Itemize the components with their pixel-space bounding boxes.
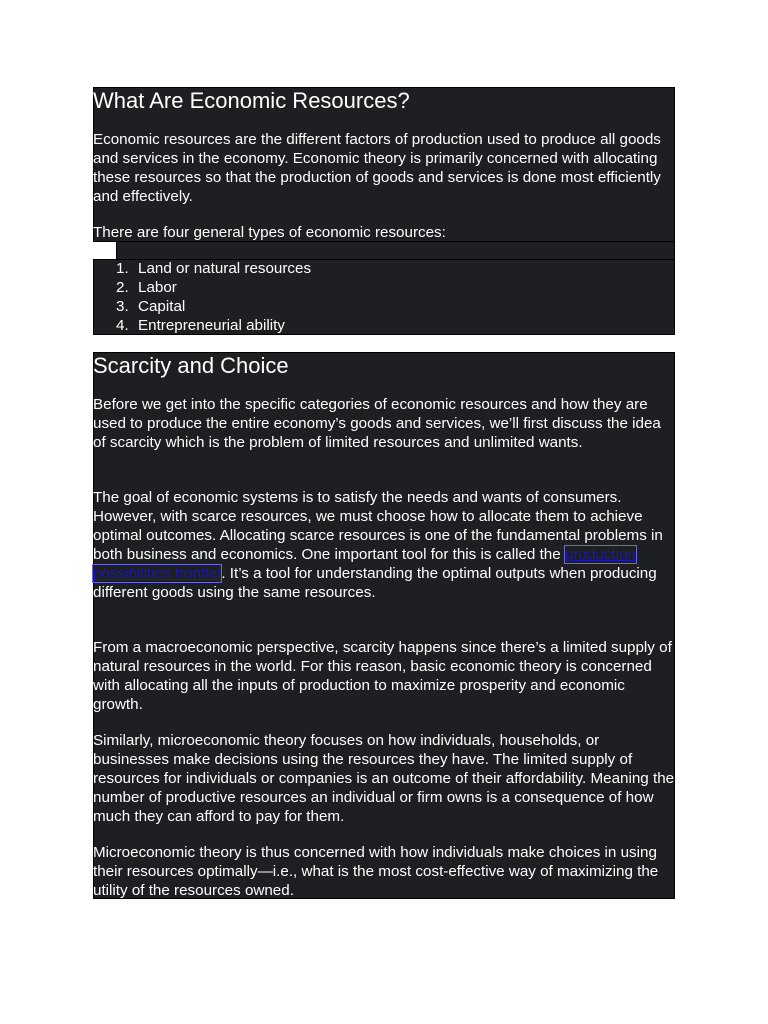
section1-intro-paragraph: Economic resources are the different factors of production used to produce all goods and services in the economy. Economic theory is primarily concerned with allocating these resources so that the production of goods and services is done most efficiently and effectively. [93, 131, 661, 205]
list-item-number: 4. [116, 317, 129, 334]
list-item-text: Land or natural resources [138, 260, 312, 277]
list-item-text: Labor [138, 279, 177, 296]
list-item-number: 3. [116, 298, 129, 315]
macroeconomic-paragraph: From a macroeconomic perspective, scarcity happens since there’s a limited supply of natural resources in the world. For this reason, basic economic theory is concerned with allocating all the inputs of production to maximize prosperity and economic growth. [93, 639, 672, 713]
list-item [116, 316, 311, 335]
economic-systems-text-after-link: . It’s a tool for understanding the optimal outputs when producing different goods using the same resources. [93, 565, 657, 601]
section1-title: What Are Economic Resources? [93, 88, 410, 113]
microeconomic-choices-paragraph: Microeconomic theory is thus concerned with how individuals make choices in using their resources optimally—i.e., what is the most cost-effective way of maximizing the utility of the resources owned. [93, 844, 659, 899]
production-possibilities-frontier-link[interactable]: production possibilities frontier [93, 546, 636, 582]
scarcity-intro-paragraph: Before we get into the specific categories of economic resources and how they are used to produce the entire economy’s goods and services, we’ll first discuss the idea of scarcity which is the problem of limited resources and unlimited wants. [93, 396, 661, 451]
section2-title: Scarcity and Choice [93, 353, 289, 378]
list-item-text: Entrepreneurial ability [138, 317, 285, 334]
section1-list-indent-strip [116, 242, 675, 259]
resource-types-list [116, 259, 311, 335]
section1-types-paragraph: There are four general types of economic resources: [93, 224, 446, 241]
economic-systems-paragraph [93, 488, 675, 602]
list-item-number: 1. [116, 260, 129, 277]
list-item [116, 259, 311, 278]
economic-systems-text-before-link: The goal of economic systems is to satisfy the needs and wants of consumers. However, with scarce resources, we must choose how to allocate them to achieve optimal outcomes. Allocating scarce resources is one of the fundamental problems in both business and economics. One important tool for this is called the [93, 489, 663, 563]
microeconomic-paragraph: Similarly, microeconomic theory focuses on how individuals, households, or businesses make decisions using the resources they have. The limited supply of resources for individuals or companies is an outcome of their affordability. Meaning the number of productive resources an individual or firm owns is a consequence of how much they can afford to pay for them. [93, 732, 675, 825]
list-item-number: 2. [116, 279, 129, 296]
list-item [116, 278, 311, 297]
list-item-text: Capital [138, 298, 186, 315]
list-item [116, 297, 311, 316]
